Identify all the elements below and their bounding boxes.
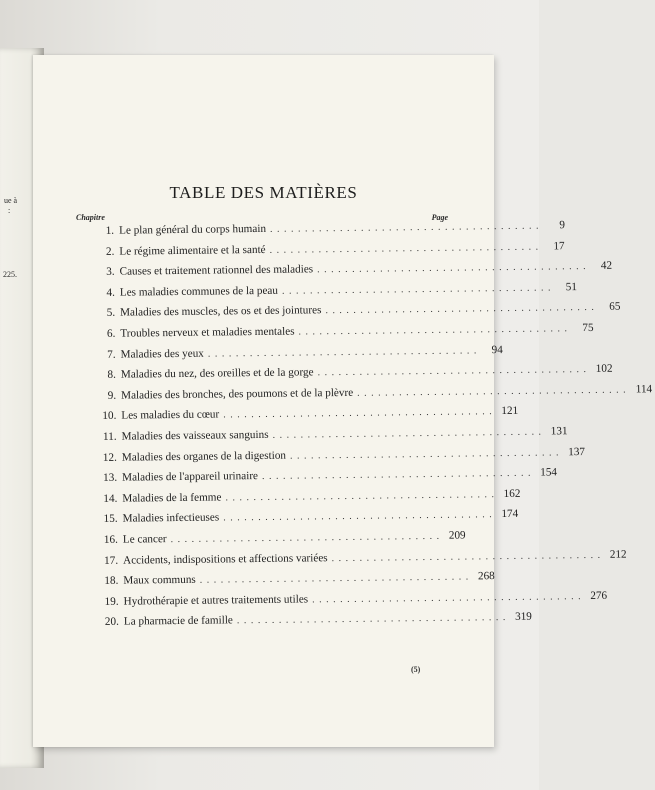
page-number: 162 — [503, 487, 521, 500]
page-number: 9 — [559, 219, 566, 232]
left-page-text-fragment: : — [8, 206, 11, 215]
chapter-title: Les maladies du cœur — [121, 408, 220, 423]
table-of-contents — [93, 219, 653, 637]
dot-leader: ....................................... — [223, 509, 497, 524]
book-page — [33, 55, 653, 747]
chapter-title: Hydrothérapie et autres traitements utiles — [123, 593, 309, 608]
chapter-title: Maladies infectieuses — [122, 511, 220, 525]
chapter-title: Causes et traitement rationnel des maladies — [119, 263, 314, 278]
page-number: 212 — [609, 548, 627, 561]
chapter-number: 1. — [105, 224, 115, 237]
dot-leader: ....................................... — [207, 344, 481, 360]
page-number: 65 — [609, 300, 621, 314]
page-number: 154 — [540, 466, 558, 479]
dot-leader: ....................................... — [261, 467, 536, 483]
footer-page-number: (5) — [411, 665, 421, 674]
chapter-number: 9. — [107, 389, 117, 402]
dot-leader: ....................................... — [281, 282, 555, 297]
chapter-number: 20. — [104, 615, 119, 629]
page-number: 42 — [600, 259, 613, 272]
page-number: 174 — [501, 508, 519, 521]
page-number: 121 — [501, 405, 519, 418]
chapter-number: 17. — [104, 554, 119, 567]
page-number: 102 — [595, 362, 613, 376]
page-number: 209 — [448, 529, 466, 542]
dot-leader: ....................................... — [298, 323, 572, 338]
chapter-number: 8. — [107, 368, 116, 381]
dot-leader: ....................................... — [331, 549, 605, 564]
chapter-number: 15. — [103, 513, 118, 526]
chapter-title: Maux communs — [123, 573, 196, 587]
chapter-title: Les maladies communes de la peau — [119, 284, 279, 299]
chapter-title: Maladies de la femme — [122, 491, 222, 505]
page-number: 94 — [491, 343, 503, 356]
dot-leader: ....................................... — [325, 302, 599, 317]
dot-leader: ....................................... — [357, 384, 631, 399]
dot-leader: ....................................... — [225, 488, 499, 504]
chapter-title: Le régime alimentaire et la santé — [119, 243, 266, 258]
dot-leader: ....................................... — [269, 220, 544, 235]
chapter-title: Troubles nerveux et maladies mentales — [120, 325, 295, 340]
chapter-number: 3. — [106, 265, 115, 279]
toc-entry — [98, 610, 532, 637]
dot-leader: ....................................... — [236, 612, 510, 627]
chapter-number: 11. — [102, 430, 117, 443]
chapter-title: Maladies des vaisseaux sanguins — [121, 428, 269, 443]
chapter-title: Le plan général du corps humain — [118, 222, 267, 237]
page-number: 75 — [582, 321, 594, 334]
chapter-title: Maladies du nez, des oreilles et de la gorge — [120, 366, 314, 381]
page-number: 268 — [477, 570, 495, 583]
chapter-number: 18. — [104, 574, 119, 587]
column-header-chapter: Chapitre — [76, 213, 105, 222]
dot-leader: ....................................... — [272, 426, 546, 441]
page-number: 276 — [590, 589, 608, 602]
chapter-title: Maladies des muscles, des os et des jointures — [120, 304, 322, 320]
dot-leader: ....................................... — [223, 406, 497, 421]
chapter-number: 19. — [104, 595, 119, 608]
chapter-title: La pharmacie de famille — [123, 614, 233, 628]
left-page-text-fragment: ue à — [4, 196, 18, 205]
page-number: 51 — [565, 280, 577, 294]
chapter-number: 16. — [103, 533, 118, 546]
dot-leader: ....................................... — [170, 530, 444, 545]
chapter-number: 10. — [102, 410, 117, 423]
dot-leader: ....................................... — [312, 590, 586, 606]
column-header-page: Page — [431, 213, 448, 222]
chapter-title: Maladies des bronches, des poumons et de la plèvre — [121, 386, 354, 402]
chapter-number: 5. — [106, 307, 116, 320]
dot-leader: ....................................... — [317, 364, 591, 379]
chapter-number: 14. — [103, 492, 118, 505]
dot-leader: ....................................... — [199, 571, 473, 586]
chapter-title: Le cancer — [122, 533, 167, 546]
chapter-title: Accidents, indispositions et affections variées — [123, 551, 328, 567]
chapter-title: Maladies des yeux — [120, 347, 204, 361]
dot-leader: ....................................... — [317, 261, 591, 276]
page-number: 17 — [553, 239, 565, 252]
page-number: 319 — [514, 610, 532, 624]
page-number: 131 — [550, 425, 568, 438]
chapter-number: 4. — [106, 286, 115, 299]
chapter-title: Maladies de l'appareil urinaire — [122, 470, 259, 484]
chapter-title: Maladies des organes de la digestion — [121, 449, 287, 464]
chapter-number: 7. — [107, 348, 116, 361]
page-number: 137 — [568, 445, 586, 458]
chapter-number: 13. — [103, 471, 118, 485]
page-number: 114 — [635, 382, 653, 396]
chapter-number: 2. — [105, 245, 115, 258]
dot-leader: ....................................... — [269, 241, 543, 256]
page-title: TABLE DES MATIÈRES — [169, 183, 358, 202]
chapter-number: 6. — [106, 327, 116, 340]
left-page-text-fragment: 225. — [3, 270, 17, 279]
dot-leader: ....................................... — [289, 446, 564, 462]
chapter-number: 12. — [102, 451, 117, 464]
